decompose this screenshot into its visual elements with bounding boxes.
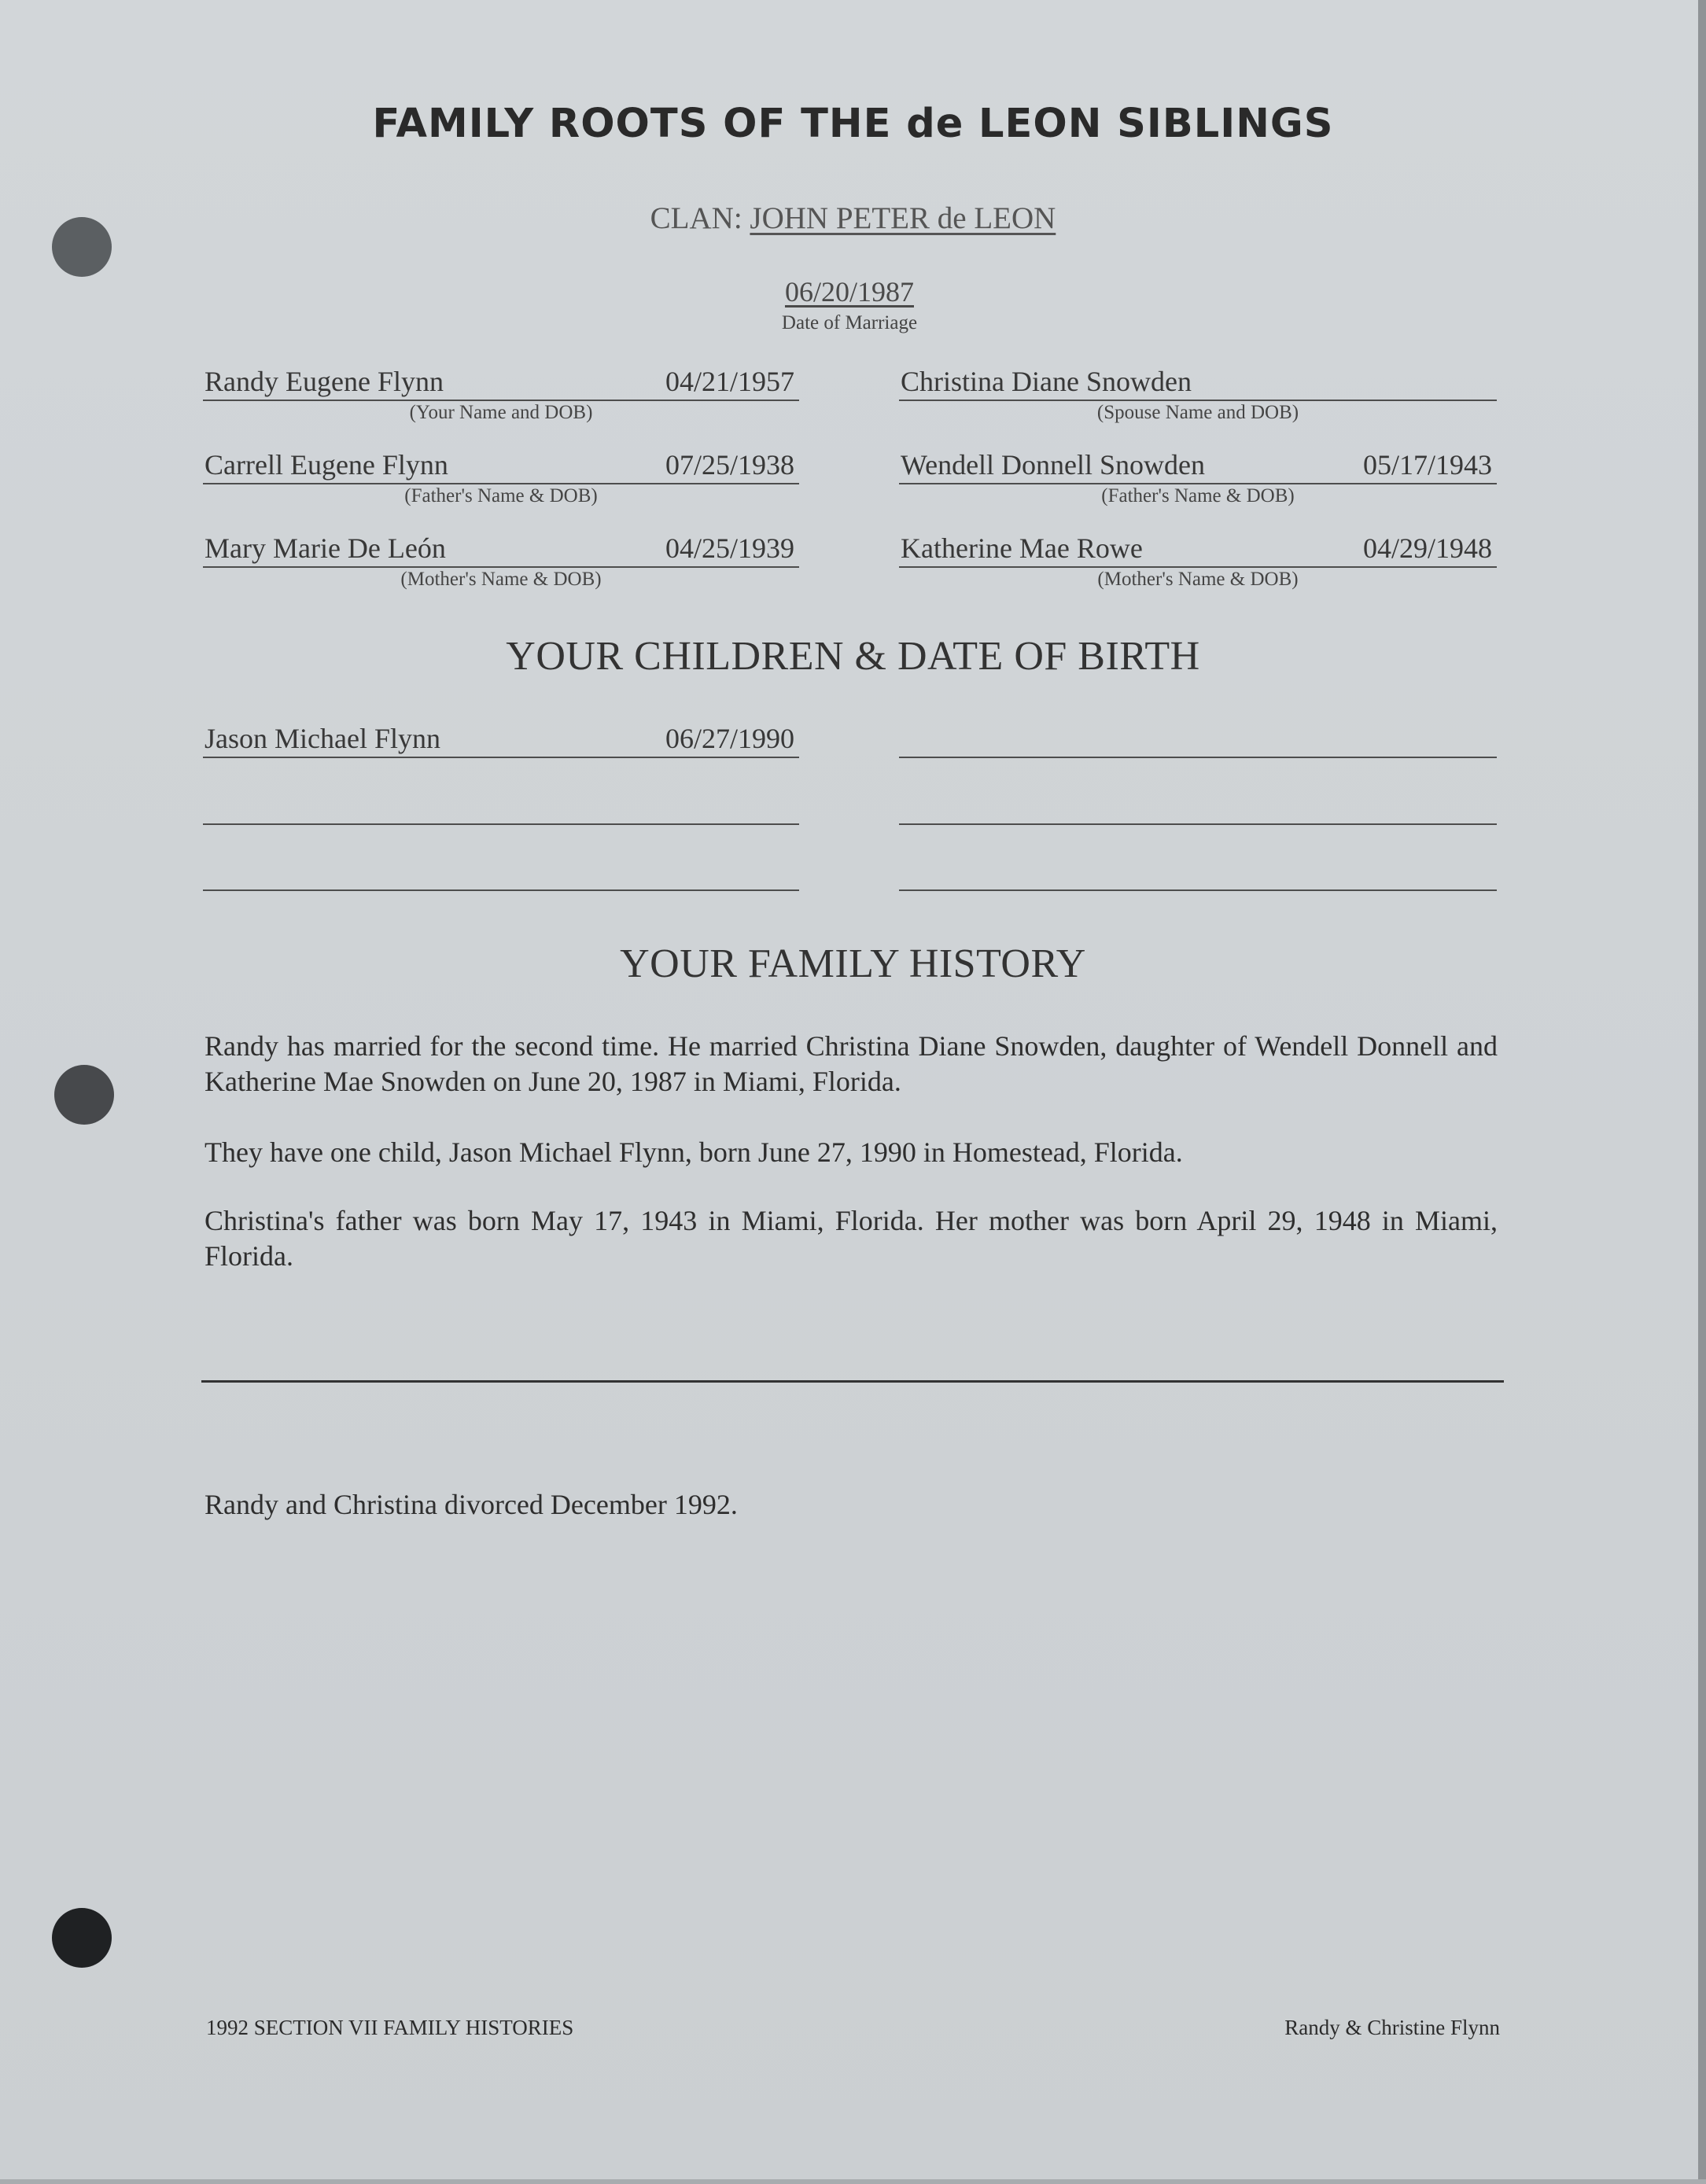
clan-label: CLAN: xyxy=(650,201,742,235)
child-blank-line xyxy=(203,889,799,891)
clan-value: JOHN PETER de LEON xyxy=(750,201,1056,235)
spouse-father-dob: 05/17/1943 xyxy=(1362,449,1492,481)
self-father-caption: (Father's Name & DOB) xyxy=(404,485,598,506)
clan-line xyxy=(0,201,1706,236)
children-heading: YOUR CHILDREN & DATE OF BIRTH xyxy=(506,634,1200,679)
spouse-mother-dob: 04/29/1948 xyxy=(1362,532,1492,564)
child-blank-line xyxy=(899,889,1497,891)
self-caption: (Your Name and DOB) xyxy=(409,402,593,423)
spouse-caption: (Spouse Name and DOB) xyxy=(1096,402,1299,423)
section-divider xyxy=(201,1380,1504,1383)
spouse-name: Christina Diane Snowden xyxy=(901,366,1192,397)
self-father-field xyxy=(203,447,799,484)
self-name: Randy Eugene Flynn xyxy=(204,366,444,397)
marriage-date-label: Date of Marriage xyxy=(781,312,918,333)
spouse-father-name: Wendell Donnell Snowden xyxy=(901,449,1206,481)
history-heading: YOUR FAMILY HISTORY xyxy=(620,941,1086,986)
spouse-father-caption: (Father's Name & DOB) xyxy=(1101,485,1295,506)
self-dob: 04/21/1957 xyxy=(665,366,794,397)
child-blank-line xyxy=(203,823,799,825)
self-father-dob: 07/25/1938 xyxy=(665,449,794,481)
self-father-name: Carrell Eugene Flynn xyxy=(204,449,448,481)
history-paragraph: Christina's father was born May 17, 1943 in Miami, Florida. Her mother was born April 29, 1948 in Miami, Florida. xyxy=(204,1205,1498,1272)
divorce-note: Randy and Christina divorced December 1992. xyxy=(204,1489,738,1520)
child-blank-line xyxy=(899,823,1497,825)
child-blank-line xyxy=(899,757,1497,758)
page-title: FAMILY ROOTS OF THE de LEON SIBLINGS xyxy=(372,101,1334,147)
self-mother-name: Mary Marie De León xyxy=(204,532,446,564)
page-bottom-edge xyxy=(0,2179,1706,2184)
history-paragraph: Randy has married for the second time. He married Christina Diane Snowden, daughter of Wendell Donnell and Katherine Mae Snowden on June 20, 1987 in Miami, Florida. xyxy=(204,1030,1498,1097)
self-mother-caption: (Mother's Name & DOB) xyxy=(400,569,602,590)
spouse-mother-name: Katherine Mae Rowe xyxy=(901,532,1143,564)
spouse-mother-caption: (Mother's Name & DOB) xyxy=(1097,569,1299,590)
history-paragraph: They have one child, Jason Michael Flynn, born June 27, 1990 in Homestead, Florida. xyxy=(204,1136,1183,1168)
child-field-1 xyxy=(203,720,799,758)
child-name: Jason Michael Flynn xyxy=(204,723,440,754)
child-dob: 06/27/1990 xyxy=(665,723,794,754)
spouse-father-field xyxy=(899,447,1497,484)
self-mother-dob: 04/25/1939 xyxy=(665,532,794,564)
spouse-field xyxy=(899,363,1497,401)
self-mother-field xyxy=(203,530,799,568)
binder-hole-bottom xyxy=(52,1908,112,1968)
spouse-mother-field xyxy=(899,530,1497,568)
page-edge-shadow xyxy=(1698,0,1706,2184)
self-field xyxy=(203,363,799,401)
footer-family-name: Randy & Christine Flynn xyxy=(1284,2016,1500,2039)
binder-hole-middle xyxy=(54,1065,114,1125)
marriage-date: 06/20/1987 xyxy=(784,276,914,308)
footer-section-label: 1992 SECTION VII FAMILY HISTORIES xyxy=(206,2016,574,2039)
